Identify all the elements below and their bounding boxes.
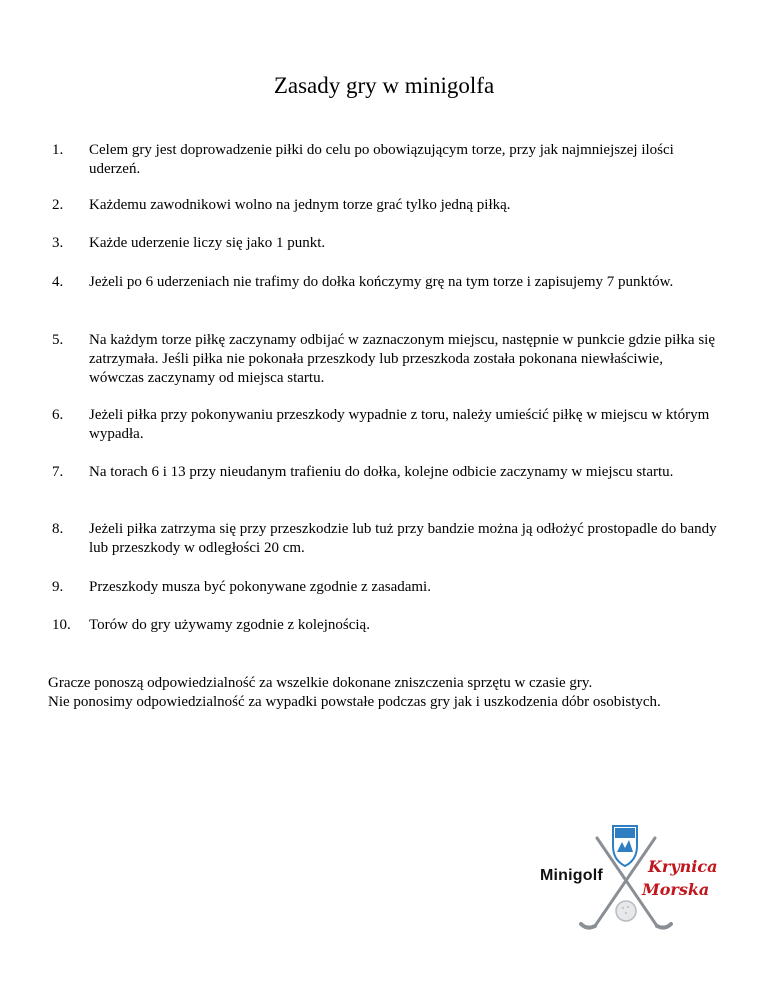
disclaimer-notice: Nie ponosimy odpowiedzialność za wypadki powstałe podczas gry jak i uszkodzenia dóbr osobistych.	[48, 694, 661, 710]
rule-text: Jeżeli po 6 uderzeniach nie trafimy do dołka kończymy grę na tym torze i zapisujemy 7 punktów.	[89, 274, 674, 290]
rule-number: 2.	[52, 197, 64, 213]
club-head-icon	[657, 924, 671, 928]
rule-number: 3.	[52, 235, 64, 251]
list-item	[52, 616, 722, 635]
rule-text: Każdemu zawodnikowi wolno na jednym torze grać tylko jedną piłką.	[89, 197, 511, 213]
minigolf-logo	[535, 808, 720, 943]
rule-number: 1.	[52, 142, 64, 158]
list-item	[52, 406, 722, 444]
rule-number: 9.	[52, 579, 64, 595]
list-item	[52, 196, 722, 215]
logo-city-line2: Morska	[642, 880, 710, 899]
rule-text: Przeszkody musza być pokonywane zgodnie z zasadami.	[89, 579, 431, 595]
rule-number: 10.	[52, 617, 71, 633]
list-item	[52, 331, 722, 388]
golf-ball-icon	[616, 901, 636, 921]
liability-notice: Gracze ponoszą odpowiedzialność za wszelkie dokonane zniszczenia sprzętu w czasie gry.	[48, 675, 593, 691]
rule-text: Celem gry jest doprowadzenie piłki do celu po obowiązującym torze, przy jak najmniejszej ilości uderzeń.	[89, 142, 674, 177]
rule-text: Torów do gry używamy zgodnie z kolejnością.	[89, 617, 370, 633]
rule-number: 8.	[52, 521, 64, 537]
logo-wordmark: Minigolf	[540, 867, 603, 884]
rule-text: Na torach 6 i 13 przy nieudanym trafieniu do dołka, kolejne odbicie zaczynamy w miejscu startu.	[89, 464, 674, 480]
rule-text: Na każdym torze piłkę zaczynamy odbijać w zaznaczonym miejscu, następnie w punkcie gdzie piłka się zatrzymała. Jeśli piłka nie pokonała przeszkody lub przeszkoda została pokonana niewłaściwie, wówczas zaczynamy od miejsca startu.	[89, 332, 716, 386]
rule-number: 6.	[52, 407, 64, 423]
club-head-icon	[581, 924, 595, 928]
rule-text: Jeżeli piłka zatrzyma się przy przeszkodzie lub tuż przy bandzie można ją odłożyć prostopadle do bandy lub przeszkody w odległości 20 cm.	[89, 521, 717, 556]
rule-number: 5.	[52, 332, 64, 348]
rule-number: 4.	[52, 274, 64, 290]
list-item	[52, 578, 722, 597]
logo-city-line1: Krynica	[648, 857, 718, 876]
list-item	[52, 463, 722, 482]
shield-sky-icon	[615, 828, 635, 838]
list-item	[52, 520, 722, 558]
rule-text: Każde uderzenie liczy się jako 1 punkt.	[89, 235, 326, 251]
rule-text: Jeżeli piłka przy pokonywaniu przeszkody wypadnie z toru, należy umieścić piłkę w miejscu w którym wypadła.	[89, 407, 710, 442]
page-title: Zasady gry w minigolfa	[273, 73, 495, 98]
rule-number: 7.	[52, 464, 64, 480]
list-item	[52, 141, 722, 179]
list-item	[52, 273, 722, 292]
list-item	[52, 234, 722, 253]
